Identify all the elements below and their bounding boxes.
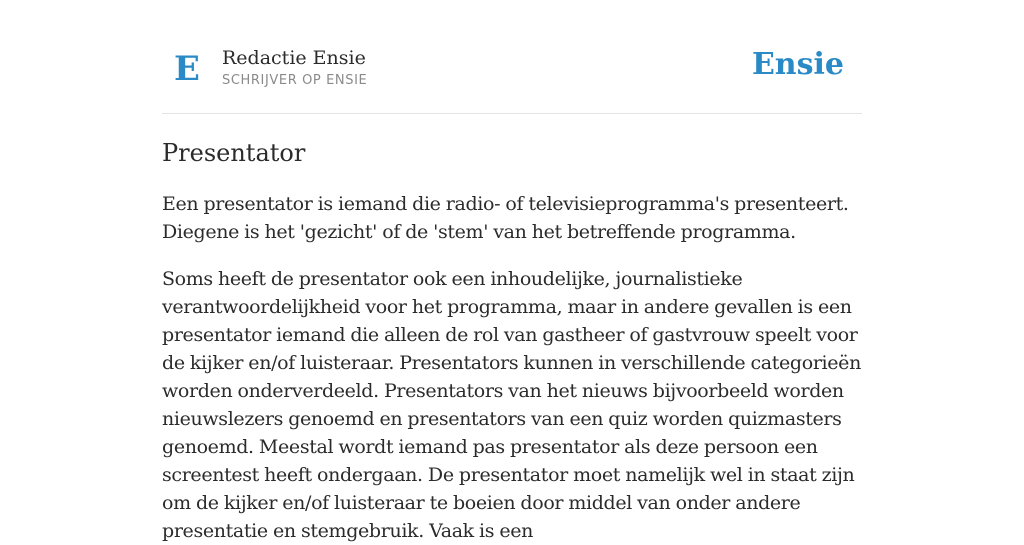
brand-logo[interactable]: Ensie bbox=[751, 47, 844, 82]
author-role: SCHRIJVER OP ENSIE bbox=[222, 73, 368, 88]
author-avatar[interactable]: E bbox=[174, 49, 200, 89]
article-paragraph: Een presentator is iemand die radio- of televisieprogramma's presenteert. Diegene is het 'gezicht' of de 'stem' van het betreffende programma. bbox=[162, 193, 849, 243]
author-header bbox=[162, 0, 862, 114]
author-name[interactable]: Redactie Ensie bbox=[222, 47, 366, 69]
article-title: Presentator bbox=[162, 139, 306, 167]
author-info bbox=[222, 45, 367, 90]
article-paragraph: Soms heeft de presentator ook een inhoudelijke, journalistieke verantwoordelijkheid voor het programma, maar in andere gevallen is een presentator iemand die alleen de rol van gastheer of gastvrouw speelt voor de kijker en/of luisteraar. Presentators kunnen in verschillende categorieën worden onderverdeeld. Presentators van het nieuws bijvoorbeeld worden nieuwslezers genoemd en presentators van een quiz worden quizmasters genoemd. Meestal wordt iemand pas presentator als deze persoon een screentest heeft ondergaan. De presentator moet namelijk wel in staat zijn om de kijker en/of luisteraar te boeien door middel van onder andere presentatie en stemgebruik. Vaak is een bbox=[162, 268, 861, 542]
article-container bbox=[162, 0, 862, 545]
